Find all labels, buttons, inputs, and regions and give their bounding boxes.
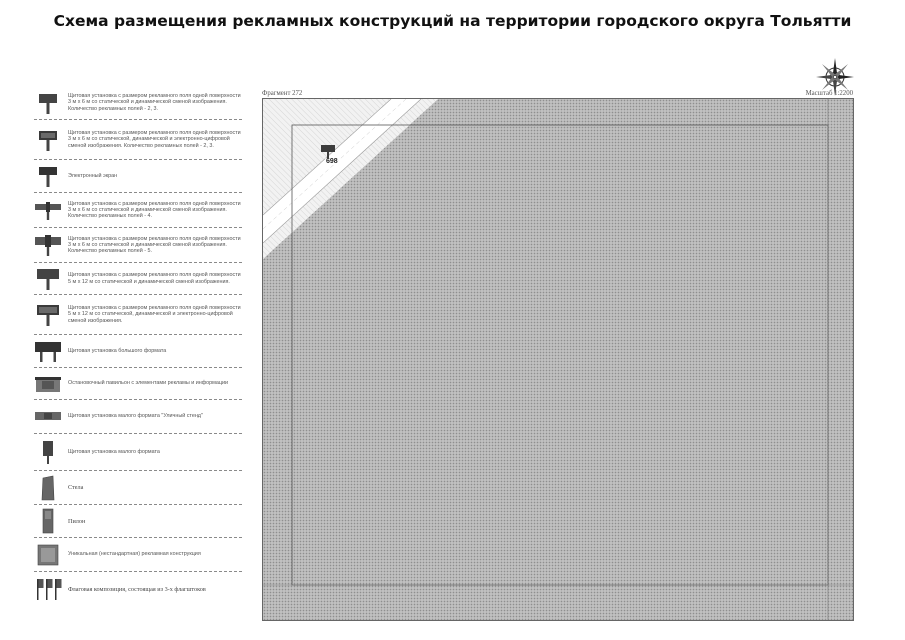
legend-item (34, 228, 242, 263)
legend-item-text: Щитовая установка с размером рекламного поля одной поверхности 3 м х 6 м со статической, динамической и электронно-цифровой сменой изображения. Количество рекламных полей - 2, 3. (68, 130, 241, 149)
billboard-5x12-digital-icon (35, 302, 61, 328)
city-stand-icon (34, 406, 62, 428)
legend-item (34, 572, 242, 606)
legend-item-text: Щитовая установка с размером рекламного поля одной поверхности 5 м х 12 м со статической, динамической и электронно-цифровой сменой изображения. (68, 305, 241, 324)
legend-item-text: Щитовая установка с размером рекламного поля одной поверхности 3 м х 6 м со статической и динамической сменой изображения. Количество рекламных полей - 4. (68, 200, 241, 220)
legend-item-text: Стела (68, 484, 84, 491)
legend-item-text: Электронный экран (68, 172, 118, 179)
legend-item-text: Щитовая установка с размером рекламного поля одной поверхности 5 м х 12 м со статической и динамической сменой изображения. (68, 272, 241, 285)
legend-item (34, 434, 242, 471)
page-title: Схема размещения рекламных конструкций на территории городского округа Тольятти (53, 12, 852, 30)
fragment-boundary (292, 125, 828, 585)
legend-item (34, 86, 242, 120)
legend-item (34, 505, 242, 538)
large-format-billboard-icon (34, 338, 62, 364)
legend-item-text: Щитовая установка большого формата (68, 347, 167, 354)
legend-item-text: Щитовая установка с размером рекламного поля одной поверхности 3 м х 6 м со статической и динамической сменой изображения. Количество рекламных полей - 5. (68, 235, 241, 255)
billboard-5x12-icon (35, 266, 61, 292)
legend-item (34, 335, 242, 368)
legend-item (34, 263, 242, 295)
legend (34, 86, 242, 606)
flag-composition-icon (34, 576, 62, 602)
scale-label: Масштаб 1:2200 (805, 90, 853, 97)
map-area[interactable] (262, 98, 854, 621)
legend-item (34, 193, 242, 228)
map-drawing (263, 99, 854, 621)
billboard-3x6-five-field-icon (34, 232, 62, 258)
marker-label-698[interactable]: 698 (326, 158, 338, 165)
billboard-3x6-four-field-icon (34, 197, 62, 223)
legend-item-text: Остановочный павильон с элементами рекламы и информации (68, 380, 228, 387)
legend-item (34, 471, 242, 505)
billboard-3x6-icon (36, 90, 60, 116)
pylon-icon (36, 507, 60, 535)
legend-item-text: Щитовая установка малого формата (68, 448, 160, 455)
legend-item (34, 295, 242, 335)
unique-structure-icon (35, 542, 61, 568)
fragment-label: Фрагмент 272 (262, 90, 303, 97)
stele-icon (36, 474, 60, 502)
legend-item (34, 160, 242, 193)
legend-item (34, 538, 242, 572)
legend-item (34, 400, 242, 434)
legend-item (34, 368, 242, 400)
legend-item-text: Уникальная (нестандартная) рекламная конструкция (68, 551, 201, 558)
small-format-billboard-icon (36, 438, 60, 466)
billboard-3x6-digital-icon (36, 127, 60, 153)
legend-item-text: Щитовая установка с размером рекламного поля одной поверхности 3 м х 6 м со статической и динамической сменой изображения. Количество рекламных полей - 2, 3. (68, 93, 241, 112)
electronic-screen-icon (36, 163, 60, 189)
legend-item-text: Пилон (68, 517, 86, 525)
legend-item-text: Щитовая установка малого формата "Уличный стенд" (68, 413, 203, 420)
legend-item-text: Флаговая композиция, состоящая из 3-х флагштоков (68, 585, 206, 593)
legend-item (34, 120, 242, 160)
bus-stop-pavilion-icon (34, 373, 62, 395)
